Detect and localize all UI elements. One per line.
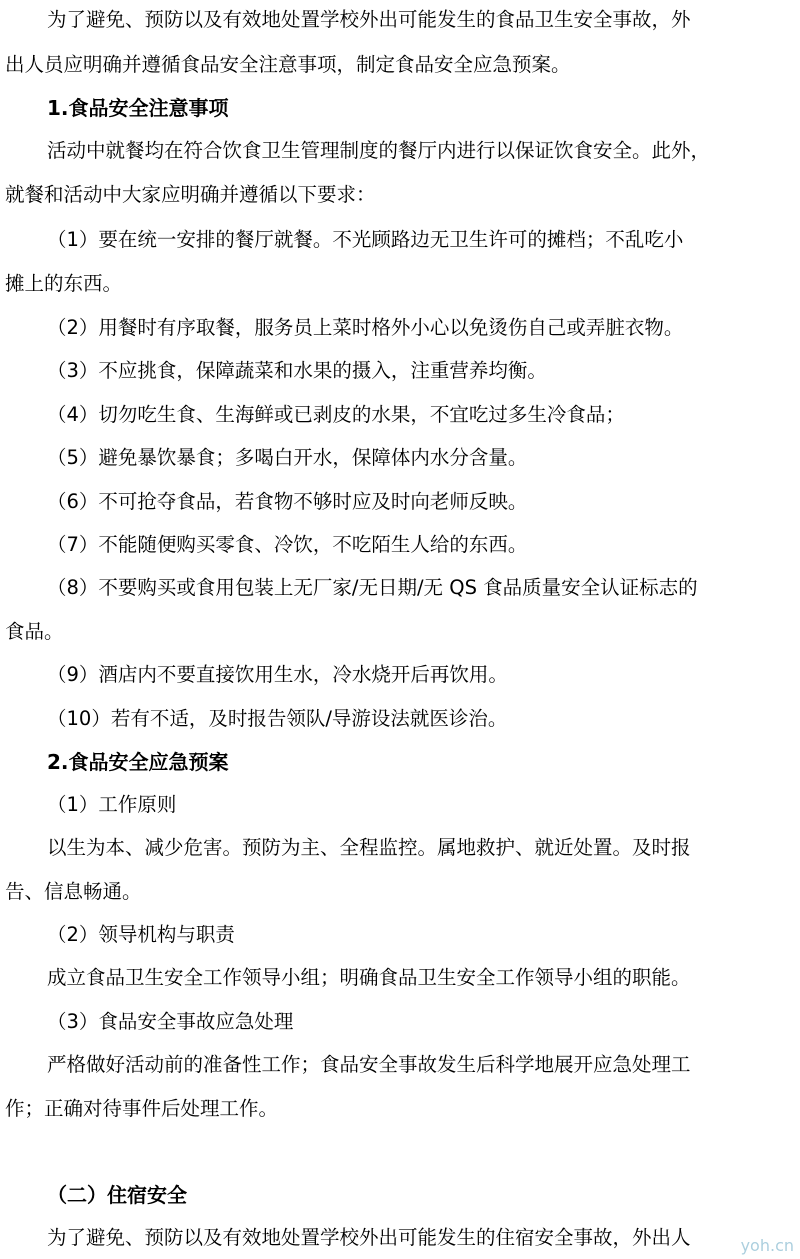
paragraph-line: 严格做好活动前的准备性工作；食品安全事故发生后科学地展开应急处理工 [47, 1053, 691, 1076]
subheading-food-emergency-plan: 2.食品安全应急预案 [47, 750, 229, 774]
paragraph-line: 告、信息畅通。 [5, 880, 142, 903]
list-item: （5）避免暴饮暴食；多喝白开水，保障体内水分含量。 [47, 446, 528, 469]
paragraph-line: 活动中就餐均在符合饮食卫生管理制度的餐厅内进行以保证饮食安全。此外， [47, 139, 711, 162]
list-item: （2）领导机构与职责 [47, 923, 235, 946]
list-item: （1）工作原则 [47, 793, 177, 816]
paragraph-line: 就餐和活动中大家应明确并遵循以下要求： [5, 183, 376, 206]
paragraph-line: 为了避免、预防以及有效地处置学校外出可能发生的住宿安全事故，外出人 [47, 1226, 691, 1249]
list-item: （1）要在统一安排的餐厅就餐。不光顾路边无卫生许可的摊档；不乱吃小 [47, 228, 684, 251]
list-item-continuation: 摊上的东西。 [5, 272, 123, 295]
paragraph-line: 出人员应明确并遵循食品安全注意事项，制定食品安全应急预案。 [5, 53, 571, 76]
list-item: （10）若有不适，及时报告领队/导游设法就医诊治。 [47, 707, 508, 730]
list-item: （7）不能随便购买零食、冷饮，不吃陌生人给的东西。 [47, 533, 528, 556]
list-item: （9）酒店内不要直接饮用生水，冷水烧开后再饮用。 [47, 663, 508, 686]
list-item: （6）不可抢夺食品，若食物不够时应及时向老师反映。 [47, 490, 528, 513]
list-item: （4）切勿吃生食、生海鲜或已剥皮的水果，不宜吃过多生冷食品； [47, 403, 625, 426]
list-item: （3）食品安全事故应急处理 [47, 1010, 294, 1033]
list-item: （8）不要购买或食用包装上无厂家/无日期/无 QS 食品质量安全认证标志的 [47, 576, 698, 599]
paragraph-line: 以生为本、减少危害。预防为主、全程监控。属地救护、就近处置。及时报 [47, 836, 691, 859]
subheading-food-safety-notes: 1.食品安全注意事项 [47, 96, 229, 120]
list-item: （2）用餐时有序取餐，服务员上菜时格外小心以免烫伤自己或弄脏衣物。 [47, 316, 684, 339]
list-item-continuation: 食品。 [5, 620, 64, 643]
paragraph-line: 作；正确对待事件后处理工作。 [5, 1097, 279, 1120]
paragraph-line: 为了避免、预防以及有效地处置学校外出可能发生的食品卫生安全事故，外 [47, 8, 691, 31]
paragraph-line: 成立食品卫生安全工作领导小组；明确食品卫生安全工作领导小组的职能。 [47, 966, 691, 989]
watermark: yoh.cn [740, 1236, 794, 1255]
section-title-accommodation-safety: （二）住宿安全 [47, 1183, 187, 1207]
list-item: （3）不应挑食，保障蔬菜和水果的摄入，注重营养均衡。 [47, 359, 547, 382]
